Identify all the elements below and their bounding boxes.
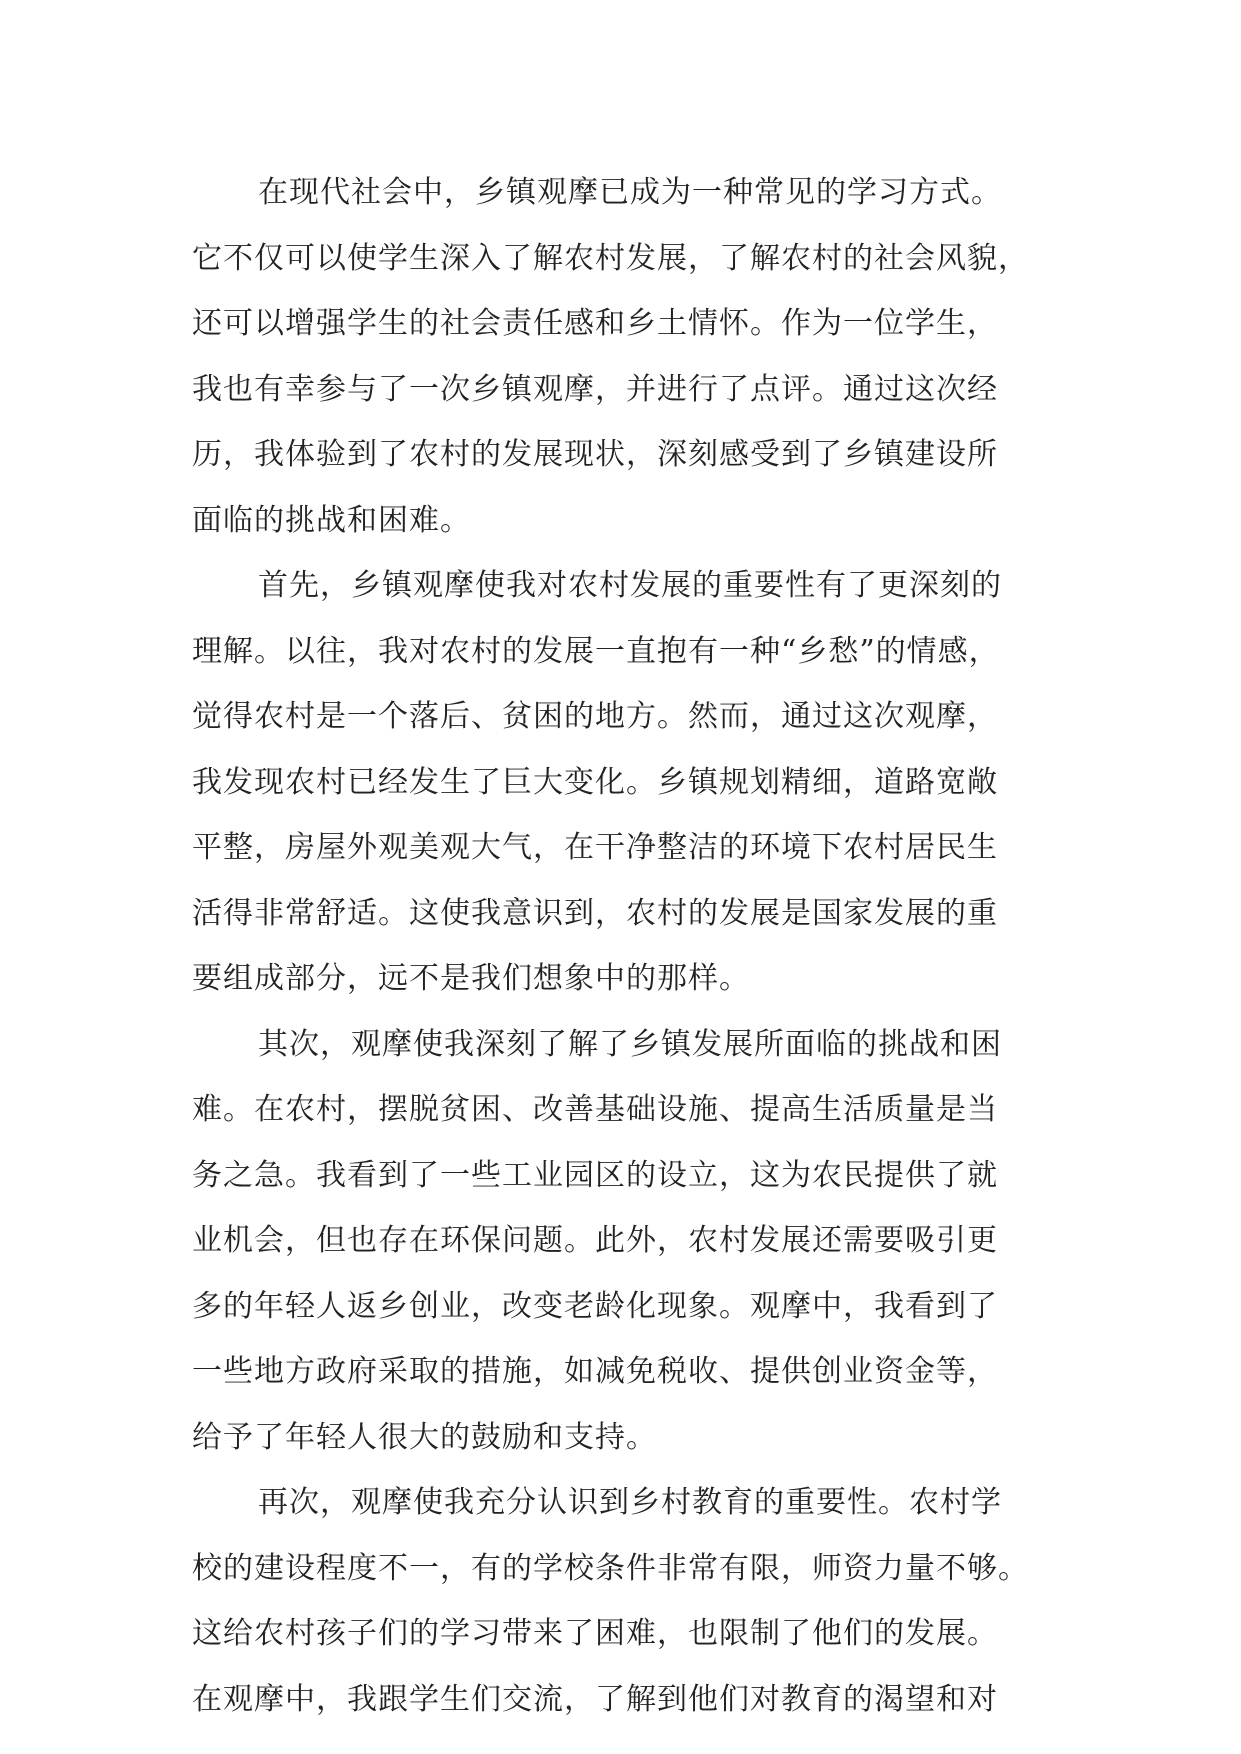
- paragraph-first-line: 首先，乡镇观摩使我对农村发展的重要性有了更深刻的: [258, 568, 1002, 603]
- text-line: 理解。以往，我对农村的发展一直抱有一种“乡愁”的情感，: [192, 633, 1000, 669]
- text-line: 我发现农村已经发生了巨大变化。乡镇规划精细，道路宽敞: [192, 764, 998, 800]
- text-line: 多的年轻人返乡创业，改变老龄化现象。观摩中，我看到了: [192, 1288, 998, 1324]
- text-line: 历，我体验到了农村的发展现状，深刻感受到了乡镇建设所: [192, 437, 998, 472]
- paragraph-first-line: 再次，观摩使我充分认识到乡村教育的重要性。农村学: [258, 1485, 1002, 1520]
- text-line: 它不仅可以使学生深入了解农村发展，了解农村的社会风貌，: [192, 240, 1029, 276]
- text-line: 校的建设程度不一，有的学校条件非常有限，师资力量不够。: [192, 1550, 1029, 1586]
- document-body: [192, 160, 1072, 1732]
- text-line: 平整，房屋外观美观大气，在干净整洁的环境下农村居民生: [192, 830, 998, 865]
- text-line: 在观摩中，我跟学生们交流，了解到他们对教育的渴望和对: [192, 1681, 998, 1717]
- text-line: 觉得农村是一个落后、贫困的地方。然而，通过这次观摩，: [192, 699, 998, 734]
- text-line: 活得非常舒适。这使我意识到，农村的发展是国家发展的重: [192, 895, 998, 931]
- text-line: 业机会，但也存在环保问题。此外，农村发展还需要吸引更: [192, 1223, 998, 1258]
- text-line: 要组成部分，远不是我们想象中的那样。: [192, 961, 750, 996]
- paragraph-first-line: 其次，观摩使我深刻了解了乡镇发展所面临的挑战和困: [258, 1026, 1002, 1062]
- text-line: 务之急。我看到了一些工业园区的设立，这为农民提供了就: [192, 1157, 998, 1193]
- text-line: 还可以增强学生的社会责任感和乡土情怀。作为一位学生，: [192, 306, 998, 341]
- text-line: 难。在农村，摆脱贫困、改善基础设施、提高生活质量是当: [192, 1092, 998, 1127]
- text-line: 面临的挑战和困难。: [192, 502, 471, 538]
- text-line: 我也有幸参与了一次乡镇观摩，并进行了点评。通过这次经: [192, 371, 998, 407]
- text-line: 给予了年轻人很大的鼓励和支持。: [192, 1419, 657, 1455]
- paragraph-first-line: 在现代社会中，乡镇观摩已成为一种常见的学习方式。: [258, 175, 1002, 210]
- text-line: 这给农村孩子们的学习带来了困难，也限制了他们的发展。: [192, 1616, 998, 1651]
- text-line: 一些地方政府采取的措施，如减免税收、提供创业资金等，: [192, 1354, 998, 1389]
